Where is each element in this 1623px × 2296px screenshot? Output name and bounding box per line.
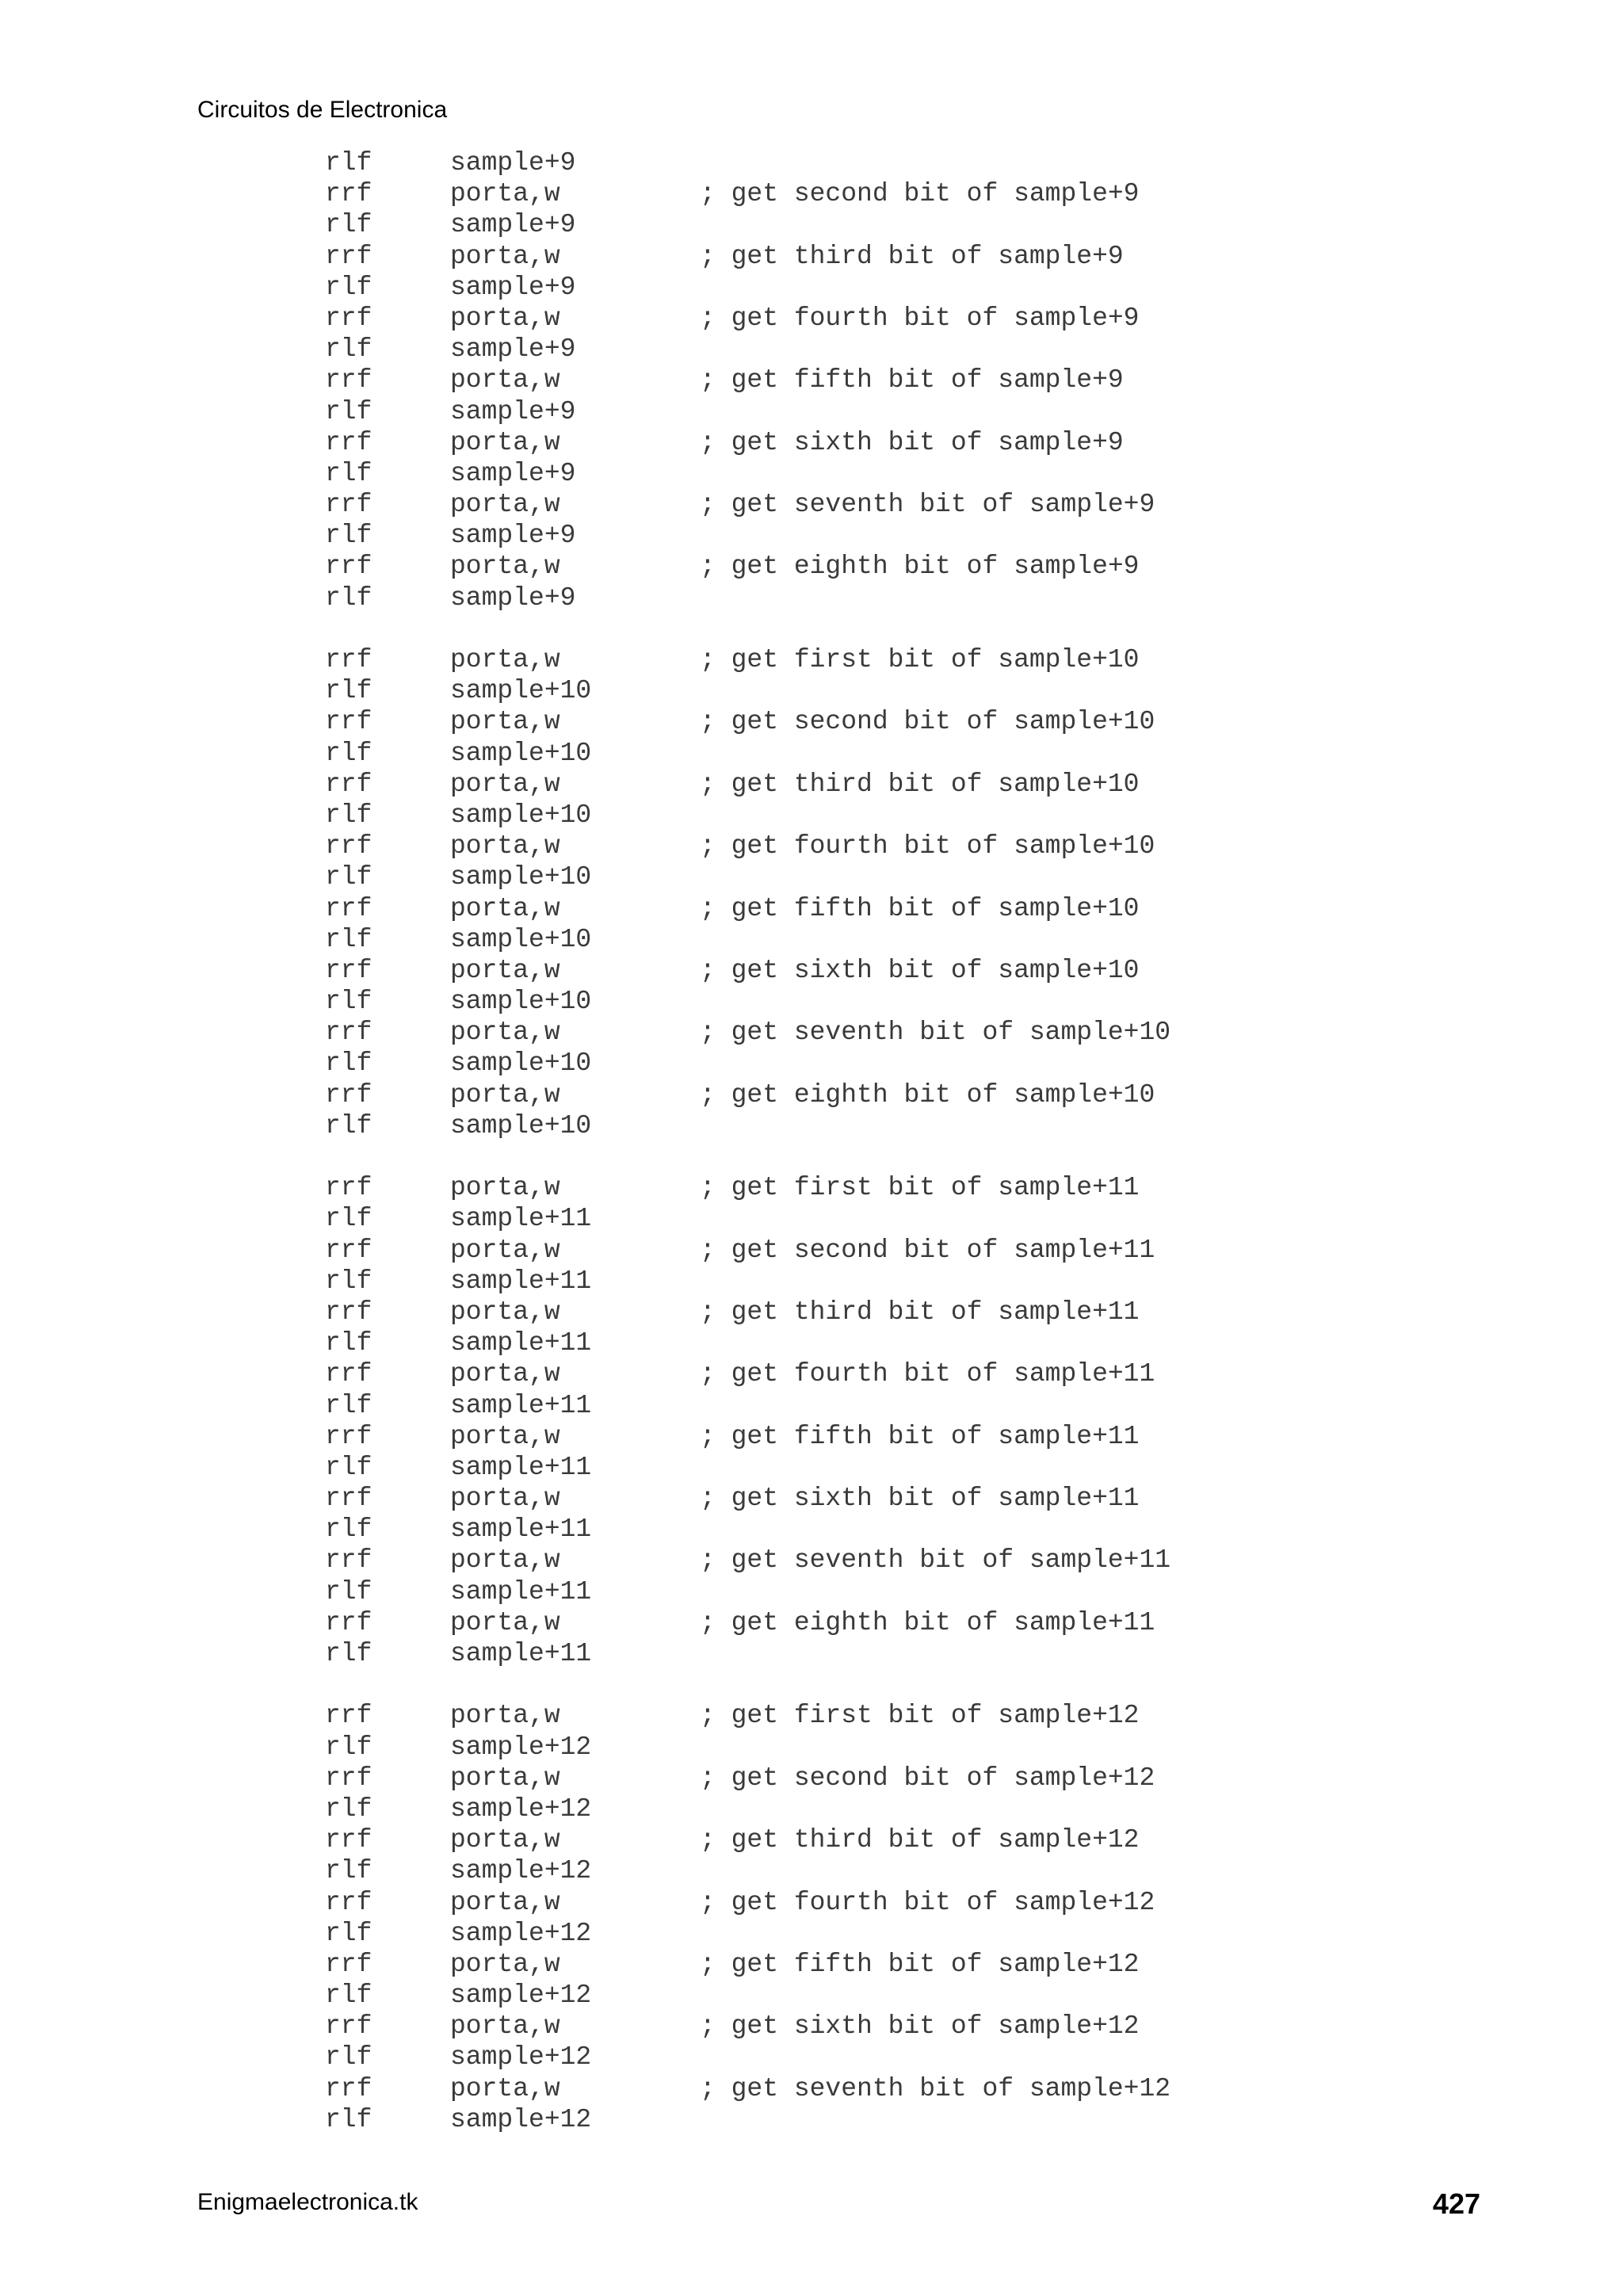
code-instruction: rlf <box>325 458 372 488</box>
code-instruction: rrf <box>325 490 372 520</box>
code-instruction: rrf <box>325 1701 372 1731</box>
code-operand: porta,w <box>450 1763 560 1793</box>
code-operand: sample+11 <box>450 1266 592 1296</box>
code-instruction: rrf <box>325 769 372 799</box>
code-operand: sample+12 <box>450 2104 592 2134</box>
code-operand: sample+9 <box>450 148 576 178</box>
code-operand: sample+12 <box>450 1794 592 1824</box>
code-instruction: rlf <box>325 1981 372 2011</box>
code-operand: sample+12 <box>450 2042 592 2073</box>
code-instruction: rlf <box>325 2042 372 2073</box>
code-operand: porta,w <box>450 1235 560 1265</box>
code-operand: sample+11 <box>450 1328 592 1358</box>
code-instruction: rlf <box>325 924 372 954</box>
code-instruction: rrf <box>325 427 372 457</box>
code-instruction: rrf <box>325 645 372 674</box>
code-comment: ; get sixth bit of sample+12 <box>700 2011 1140 2042</box>
code-operand: sample+12 <box>450 1732 592 1762</box>
code-operand: sample+10 <box>450 738 592 768</box>
code-instruction: rrf <box>325 1949 372 1979</box>
code-instruction: rrf <box>325 179 372 209</box>
code-instruction: rrf <box>325 303 372 333</box>
code-operand: porta,w <box>450 1887 560 1917</box>
code-operand: sample+9 <box>450 396 576 426</box>
code-instruction: rlf <box>325 2104 372 2134</box>
code-operand: sample+10 <box>450 676 592 706</box>
code-operand: sample+12 <box>450 1981 592 2011</box>
code-operand: sample+11 <box>450 1204 592 1234</box>
code-operand: porta,w <box>450 893 560 923</box>
code-comment: ; get second bit of sample+11 <box>700 1235 1155 1265</box>
code-instruction: rrf <box>325 707 372 737</box>
code-operand: porta,w <box>450 1949 560 1979</box>
code-instruction: rlf <box>325 1794 372 1824</box>
code-instruction: rrf <box>325 831 372 861</box>
code-instruction: rlf <box>325 334 372 365</box>
code-operand: sample+9 <box>450 272 576 302</box>
code-operand: porta,w <box>450 1484 560 1514</box>
code-instruction: rlf <box>325 1049 372 1079</box>
code-operand: sample+10 <box>450 1110 592 1140</box>
code-comment: ; get first bit of sample+10 <box>700 645 1140 674</box>
code-instruction: rlf <box>325 800 372 830</box>
code-instruction: rlf <box>325 210 372 240</box>
code-instruction: rlf <box>325 1918 372 1948</box>
code-instruction: rlf <box>325 1452 372 1482</box>
code-operand: porta,w <box>450 365 560 395</box>
code-comment: ; get seventh bit of sample+11 <box>700 1545 1171 1576</box>
code-operand: sample+12 <box>450 1918 592 1948</box>
code-comment: ; get second bit of sample+10 <box>700 707 1155 737</box>
code-operand: porta,w <box>450 1421 560 1451</box>
code-instruction: rlf <box>325 583 372 613</box>
code-instruction: rrf <box>325 1297 372 1327</box>
code-operand: sample+9 <box>450 583 576 613</box>
code-instruction: rrf <box>325 1079 372 1110</box>
code-instruction: rlf <box>325 396 372 426</box>
code-operand: porta,w <box>450 955 560 985</box>
code-instruction: rlf <box>325 1266 372 1296</box>
code-operand: porta,w <box>450 490 560 520</box>
code-operand: sample+11 <box>450 1639 592 1668</box>
code-operand: porta,w <box>450 1173 560 1203</box>
code-comment: ; get second bit of sample+12 <box>700 1763 1155 1793</box>
code-instruction: rlf <box>325 1732 372 1762</box>
code-instruction: rrf <box>325 1887 372 1917</box>
code-operand: porta,w <box>450 1825 560 1855</box>
code-operand: porta,w <box>450 645 560 674</box>
code-comment: ; get sixth bit of sample+10 <box>700 955 1140 985</box>
code-comment: ; get fifth bit of sample+12 <box>700 1949 1140 1979</box>
code-instruction: rlf <box>325 148 372 178</box>
code-operand: porta,w <box>450 552 560 582</box>
code-operand: sample+10 <box>450 924 592 954</box>
code-comment: ; get second bit of sample+9 <box>700 179 1140 209</box>
code-instruction: rrf <box>325 893 372 923</box>
code-operand: porta,w <box>450 179 560 209</box>
code-instruction: rrf <box>325 1607 372 1637</box>
code-comment: ; get seventh bit of sample+12 <box>700 2073 1171 2103</box>
code-operand: porta,w <box>450 1079 560 1110</box>
code-operand: sample+11 <box>450 1452 592 1482</box>
code-instruction: rlf <box>325 676 372 706</box>
code-comment: ; get fourth bit of sample+11 <box>700 1359 1155 1389</box>
code-operand: porta,w <box>450 241 560 271</box>
code-instruction: rrf <box>325 955 372 985</box>
code-instruction: rrf <box>325 552 372 582</box>
code-comment: ; get fourth bit of sample+12 <box>700 1887 1155 1917</box>
code-operand: sample+11 <box>450 1576 592 1606</box>
code-operand: sample+10 <box>450 987 592 1017</box>
code-operand: sample+9 <box>450 334 576 365</box>
code-instruction: rlf <box>325 1515 372 1545</box>
code-operand: sample+11 <box>450 1515 592 1545</box>
code-instruction: rrf <box>325 1235 372 1265</box>
code-operand: porta,w <box>450 1545 560 1576</box>
code-operand: porta,w <box>450 1607 560 1637</box>
code-instruction: rrf <box>325 241 372 271</box>
code-instruction: rlf <box>325 987 372 1017</box>
code-operand: sample+10 <box>450 1049 592 1079</box>
code-instruction: rlf <box>325 1639 372 1668</box>
code-comment: ; get first bit of sample+11 <box>700 1173 1140 1203</box>
code-comment: ; get sixth bit of sample+9 <box>700 427 1124 457</box>
code-instruction: rlf <box>325 1204 372 1234</box>
code-operand: sample+12 <box>450 1856 592 1886</box>
code-operand: porta,w <box>450 427 560 457</box>
code-operand: porta,w <box>450 2011 560 2042</box>
code-comment: ; get third bit of sample+12 <box>700 1825 1140 1855</box>
page-number: 427 <box>1432 2187 1480 2220</box>
code-comment: ; get seventh bit of sample+9 <box>700 490 1155 520</box>
code-operand: porta,w <box>450 1018 560 1048</box>
code-operand: sample+9 <box>450 210 576 240</box>
code-instruction: rrf <box>325 1173 372 1203</box>
code-instruction: rrf <box>325 1825 372 1855</box>
code-comment: ; get eighth bit of sample+10 <box>700 1079 1155 1110</box>
code-comment: ; get eighth bit of sample+11 <box>700 1607 1155 1637</box>
code-operand: porta,w <box>450 1297 560 1327</box>
code-instruction: rlf <box>325 862 372 892</box>
code-operand: sample+11 <box>450 1390 592 1420</box>
code-comment: ; get fifth bit of sample+9 <box>700 365 1124 395</box>
code-comment: ; get fifth bit of sample+10 <box>700 893 1140 923</box>
code-operand: porta,w <box>450 769 560 799</box>
code-instruction: rrf <box>325 1484 372 1514</box>
code-instruction: rrf <box>325 1421 372 1451</box>
code-comment: ; get third bit of sample+10 <box>700 769 1140 799</box>
code-operand: sample+9 <box>450 458 576 488</box>
page-header-title: Circuitos de Electronica <box>197 97 448 123</box>
code-operand: porta,w <box>450 707 560 737</box>
code-instruction: rlf <box>325 1110 372 1140</box>
code-operand: sample+10 <box>450 800 592 830</box>
code-instruction: rlf <box>325 1390 372 1420</box>
code-comment: ; get third bit of sample+9 <box>700 241 1124 271</box>
code-comment: ; get fourth bit of sample+10 <box>700 831 1155 861</box>
code-operand: porta,w <box>450 2073 560 2103</box>
code-instruction: rlf <box>325 521 372 551</box>
code-instruction: rlf <box>325 738 372 768</box>
code-comment: ; get seventh bit of sample+10 <box>700 1018 1171 1048</box>
code-instruction: rlf <box>325 1856 372 1886</box>
code-instruction: rrf <box>325 2011 372 2042</box>
code-comment: ; get sixth bit of sample+11 <box>700 1484 1140 1514</box>
code-operand: sample+10 <box>450 862 592 892</box>
code-comment: ; get first bit of sample+12 <box>700 1701 1140 1731</box>
code-instruction: rrf <box>325 2073 372 2103</box>
code-instruction: rlf <box>325 272 372 302</box>
code-operand: porta,w <box>450 303 560 333</box>
code-operand: porta,w <box>450 831 560 861</box>
code-comment: ; get fourth bit of sample+9 <box>700 303 1140 333</box>
code-operand: porta,w <box>450 1359 560 1389</box>
code-operand: porta,w <box>450 1701 560 1731</box>
code-instruction: rlf <box>325 1328 372 1358</box>
code-comment: ; get third bit of sample+11 <box>700 1297 1140 1327</box>
code-instruction: rrf <box>325 1545 372 1576</box>
code-instruction: rrf <box>325 1359 372 1389</box>
code-instruction: rrf <box>325 365 372 395</box>
code-instruction: rlf <box>325 1576 372 1606</box>
code-comment: ; get eighth bit of sample+9 <box>700 552 1140 582</box>
code-instruction: rrf <box>325 1018 372 1048</box>
code-operand: sample+9 <box>450 521 576 551</box>
footer-site: Enigmaelectronica.tk <box>197 2189 418 2215</box>
code-comment: ; get fifth bit of sample+11 <box>700 1421 1140 1451</box>
code-instruction: rrf <box>325 1763 372 1793</box>
